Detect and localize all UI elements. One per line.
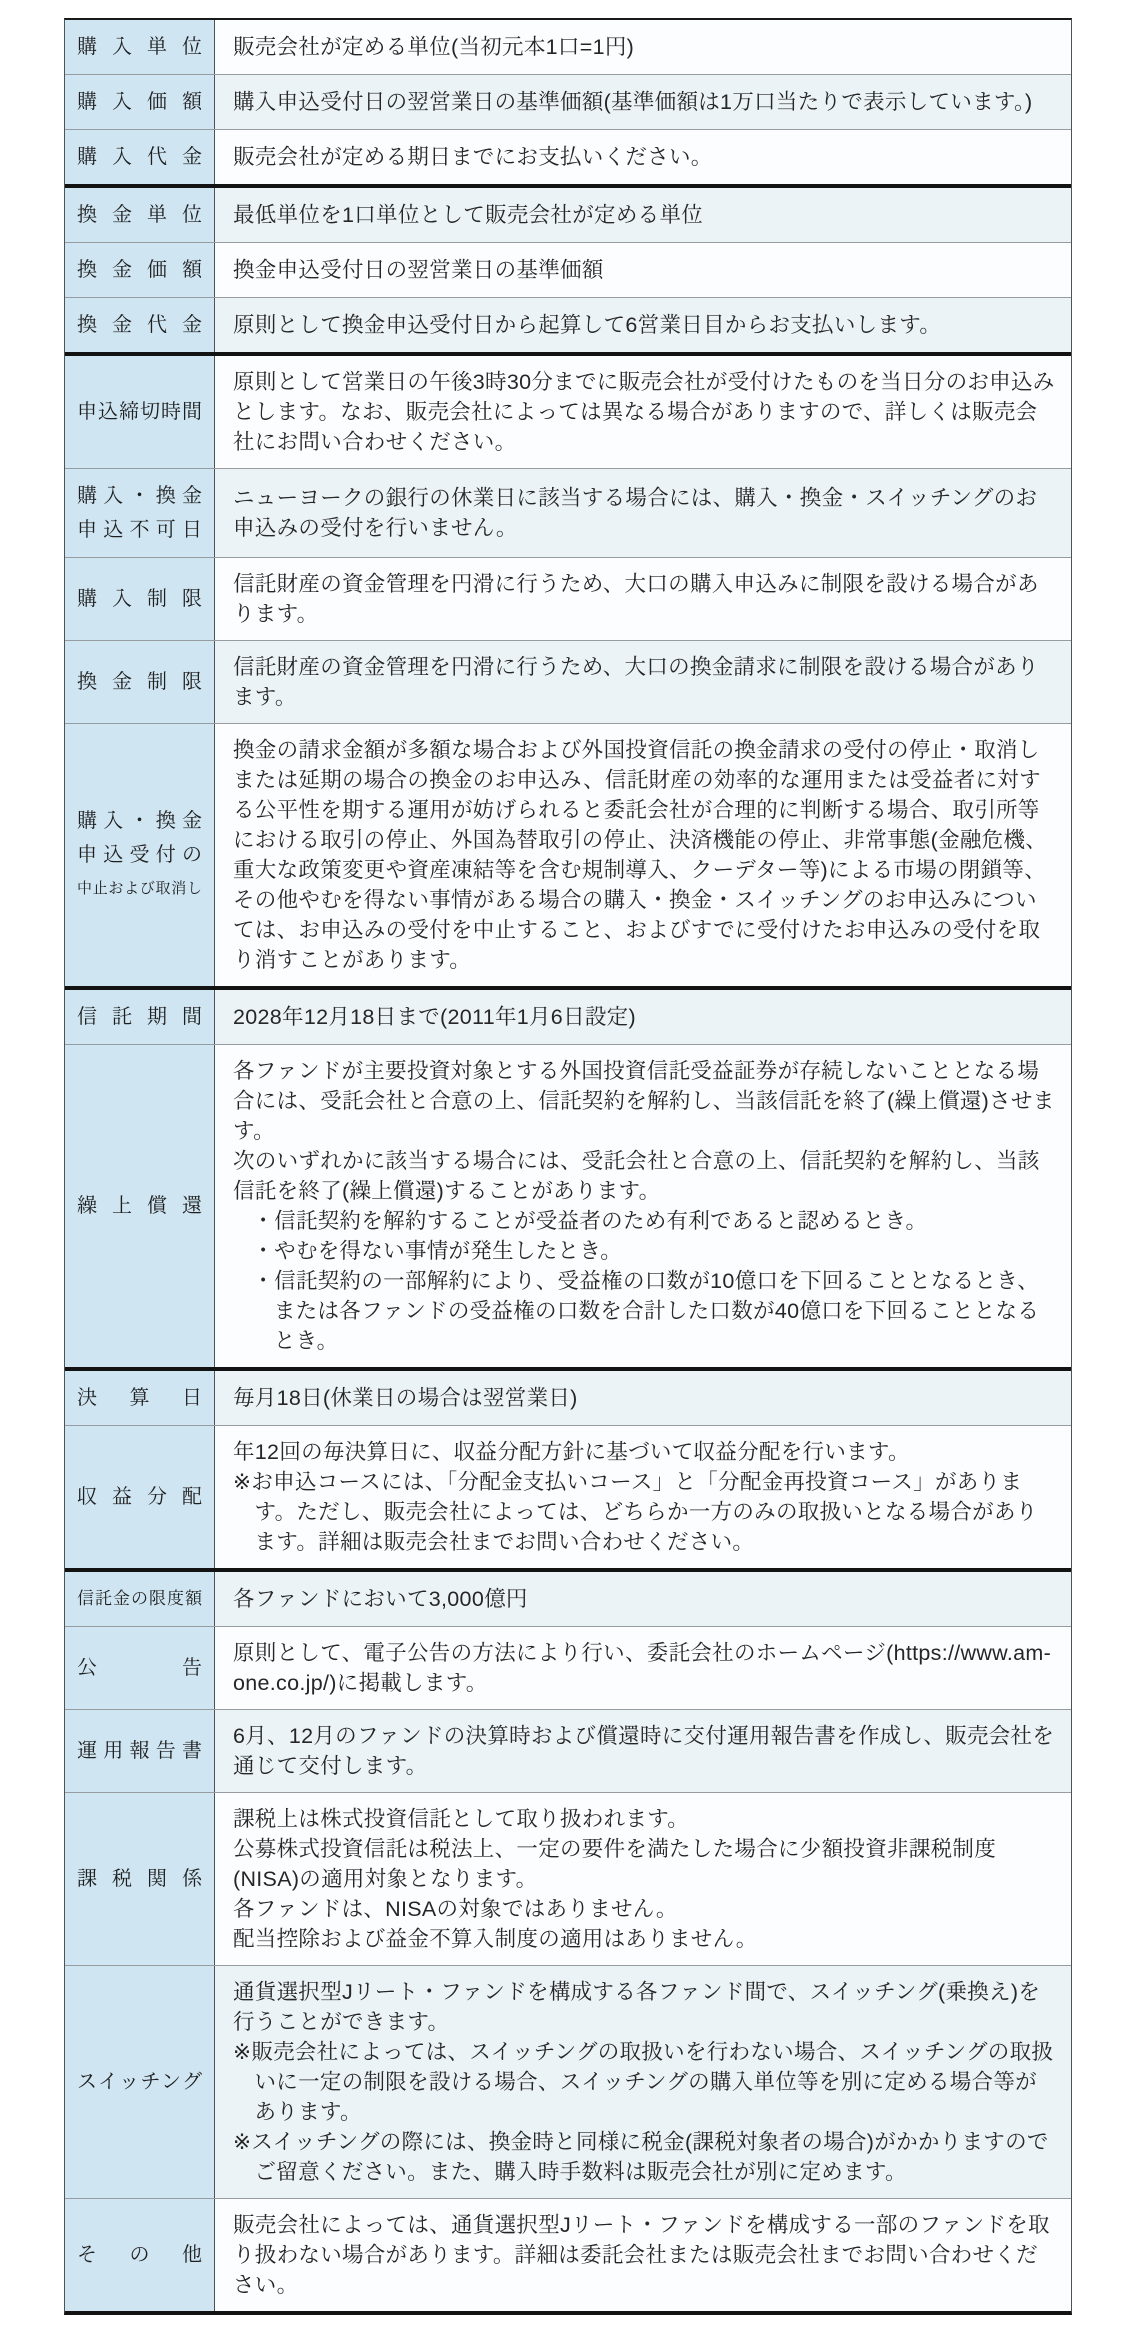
row-label-line: 繰上償還 [77, 1195, 202, 1217]
note-paragraph: ※販売会社によっては、スイッチングの取扱いを行わない場合、スイッチングの取扱いに一定の制限を設ける場合、スイッチングの購入単位等を別に定める場合等があります。 [233, 2040, 1054, 2124]
table-row [65, 1709, 1071, 1792]
row-label-line: 購入単位 [77, 36, 202, 58]
row-content [215, 20, 1071, 74]
content-paragraph: 販売会社が定める単位(当初元本1口=1円) [233, 35, 635, 59]
row-content [215, 641, 1071, 723]
content-paragraph: 公募株式投資信託は税法上、一定の要件を満たした場合に少額投資非課税制度(NISA)の適用対象となります。 [233, 1837, 997, 1891]
row-label-line: 中止および取消し [77, 880, 202, 897]
row-content [215, 243, 1071, 297]
row-content [215, 1371, 1071, 1425]
table-row [65, 352, 1071, 468]
row-label [65, 1710, 215, 1792]
row-content [215, 1426, 1071, 1568]
content-paragraph: 販売会社によっては、通貨選択型Jリート・ファンドを構成する一部のファンドを取り扱わない場合があります。詳細は委託会社または販売会社までお問い合わせください。 [233, 2213, 1050, 2297]
row-label-line: 信託期間 [77, 1006, 202, 1028]
row-label [65, 2199, 215, 2311]
row-label-line: 換金制限 [77, 671, 202, 693]
row-label [65, 1793, 215, 1965]
table-row [65, 468, 1071, 557]
row-label-line: 換金代金 [77, 314, 202, 336]
row-label [65, 130, 215, 184]
row-label-line: 購入制限 [77, 588, 202, 610]
row-content [215, 130, 1071, 184]
table-row [65, 20, 1071, 74]
bullet-item: ・信託契約の一部解約により、受益権の口数が10億口を下回ることとなるとき、または各ファンドの受益権の口数を合計した口数が40億口を下回ることとなるとき。 [252, 1269, 1040, 1353]
row-label-line: 換金単位 [77, 204, 202, 226]
table-row [65, 557, 1071, 640]
content-paragraph: 毎月18日(休業日の場合は翌営業日) [233, 1386, 578, 1410]
content-paragraph: 各ファンドが主要投資対象とする外国投資信託受益証券が存続しないこととなる場合には、受託会社と合意の上、信託契約を解約し、当該信託を終了(繰上償還)させます。 [233, 1059, 1055, 1143]
row-label [65, 188, 215, 242]
row-label-line: 決算日 [77, 1387, 202, 1409]
table-row [65, 184, 1071, 242]
bullet-item: ・やむを得ない事情が発生したとき。 [252, 1239, 623, 1263]
row-content [215, 558, 1071, 640]
row-label-line: 申込締切時間 [77, 401, 202, 423]
table-row [65, 2198, 1071, 2311]
content-paragraph: 信託財産の資金管理を円滑に行うため、大口の購入申込みに制限を設ける場合があります。 [233, 572, 1039, 626]
row-label [65, 990, 215, 1044]
row-label-line: 信託金の限度額 [77, 1589, 202, 1608]
row-content [215, 1572, 1071, 1626]
content-paragraph: 2028年12月18日まで(2011年1月6日設定) [233, 1005, 636, 1029]
note-paragraph: ※スイッチングの際には、換金時と同様に税金(課税対象者の場合)がかかりますのでご留意ください。また、購入時手数料は販売会社が別に定めます。 [233, 2130, 1049, 2184]
table-row [65, 986, 1071, 1044]
row-label-line: スイッチング [77, 2071, 202, 2093]
row-content [215, 1627, 1071, 1709]
content-paragraph: ニューヨークの銀行の休業日に該当する場合には、購入・換金・スイッチングのお申込みの受付を行いません。 [233, 486, 1038, 540]
content-paragraph: 各ファンドにおいて3,000億円 [233, 1587, 528, 1611]
row-label [65, 641, 215, 723]
row-label-line: 課税関係 [77, 1868, 202, 1890]
row-label-line: その他 [77, 2244, 202, 2266]
fund-terms-table [64, 18, 1072, 2315]
row-label [65, 298, 215, 352]
table-row [65, 1965, 1071, 2198]
table-row [65, 723, 1071, 986]
table-row [65, 1568, 1071, 1626]
row-label [65, 469, 215, 557]
table-row [65, 1425, 1071, 1568]
table-row [65, 1792, 1071, 1965]
content-paragraph: 6月、12月のファンドの決算時および償還時に交付運用報告書を作成し、販売会社を通じて交付します。 [233, 1724, 1055, 1778]
content-paragraph: 課税上は株式投資信託として取り扱われます。 [233, 1807, 690, 1831]
row-content [215, 1793, 1071, 1965]
content-paragraph: 通貨選択型Jリート・ファンドを構成する各ファンド間で、スイッチング(乗換え)を行うことができます。 [233, 1980, 1041, 2034]
row-label [65, 724, 215, 986]
row-content [215, 1966, 1071, 2198]
content-paragraph: 原則として営業日の午後3時30分までに販売会社が受付けたものを当日分のお申込みとします。なお、販売会社によっては異なる場合がありますので、詳しくは販売会社にお問い合わせください。 [233, 370, 1055, 454]
content-paragraph: 信託財産の資金管理を円滑に行うため、大口の換金請求に制限を設ける場合があります。 [233, 655, 1039, 709]
row-label-line: 購入・換金 [77, 485, 202, 507]
content-paragraph: 次のいずれかに該当する場合には、受託会社と合意の上、信託契約を解約し、当該信託を終了(繰上償還)することがあります。 [233, 1149, 1040, 1203]
row-content [215, 75, 1071, 129]
row-label [65, 1045, 215, 1367]
content-paragraph: 各ファンドは、NISAの対象ではありません。 [233, 1897, 678, 1921]
table-row [65, 242, 1071, 297]
row-content [215, 356, 1071, 468]
content-paragraph: 換金の請求金額が多額な場合および外国投資信託の換金請求の受付の停止・取消しまたは延期の場合の換金のお申込み、信託財産の効率的な運用または受益者に対する公平性を期する運用が妨げられると委託会社が合理的に判断する場合、取引所等における取引の停止、外国為替取引の停止、決済機能の停止、非常事態(金融危機、重大な政策変更や資産凍結等を含む規制導入、クーデター等)による市場の閉鎖等、その他やむを得ない事情がある場合の購入・換金・スイッチングのお申込みについては、お申込みの受付を中止すること、およびすでに受付けたお申込みの受付を取り消すことがあります。 [233, 738, 1048, 972]
row-label-line: 公告 [77, 1657, 202, 1679]
content-paragraph: 換金申込受付日の翌営業日の基準価額 [233, 258, 604, 282]
row-label-line: 申込受付の [77, 844, 202, 866]
row-label [65, 1572, 215, 1626]
row-label-line: 購入・換金 [77, 810, 202, 832]
row-label-line: 収益分配 [77, 1486, 202, 1508]
row-label [65, 243, 215, 297]
content-paragraph: 年12回の毎決算日に、収益分配方針に基づいて収益分配を行います。 [233, 1440, 910, 1464]
note-paragraph: ※お申込コースには、「分配金支払いコース」と「分配金再投資コース」があります。ただし、販売会社によっては、どちらか一方のみの取扱いとなる場合があります。詳細は販売会社までお問い合わせください。 [233, 1470, 1038, 1554]
table-row [65, 297, 1071, 352]
row-label [65, 20, 215, 74]
row-label-line: 購入代金 [77, 146, 202, 168]
content-paragraph: 原則として換金申込受付日から起算して6営業日目からお支払いします。 [233, 313, 942, 337]
row-label [65, 1426, 215, 1568]
table-row [65, 1626, 1071, 1709]
bullet-item: ・信託契約を解約することが受益者のため有利であると認めるとき。 [252, 1209, 928, 1233]
table-row [65, 74, 1071, 129]
row-label [65, 558, 215, 640]
row-content [215, 469, 1071, 557]
row-label-line: 申込不可日 [77, 519, 202, 541]
row-label [65, 75, 215, 129]
row-label [65, 356, 215, 468]
row-content [215, 1045, 1071, 1367]
row-content [215, 1710, 1071, 1792]
row-content [215, 2199, 1071, 2311]
table-row [65, 1367, 1071, 1425]
content-paragraph: 原則として、電子公告の方法により行い、委託会社のホームページ(https://www.am-one.co.jp/)に掲載します。 [233, 1641, 1052, 1695]
table-row [65, 1044, 1071, 1367]
content-paragraph: 販売会社が定める期日までにお支払いください。 [233, 145, 713, 169]
table-row [65, 640, 1071, 723]
content-paragraph: 購入申込受付日の翌営業日の基準価額(基準価額は1万口当たりで表示しています。) [233, 90, 1033, 114]
row-label [65, 1966, 215, 2198]
row-label-line: 購入価額 [77, 91, 202, 113]
row-content [215, 990, 1071, 1044]
row-label [65, 1627, 215, 1709]
content-paragraph: 配当控除および益金不算入制度の適用はありません。 [233, 1927, 758, 1951]
table-row [65, 129, 1071, 184]
row-content [215, 188, 1071, 242]
row-content [215, 724, 1071, 986]
row-label-line: 運用報告書 [77, 1740, 202, 1762]
row-label-line: 換金価額 [77, 259, 202, 281]
row-label [65, 1371, 215, 1425]
content-paragraph: 最低単位を1口単位として販売会社が定める単位 [233, 203, 704, 227]
row-content [215, 298, 1071, 352]
